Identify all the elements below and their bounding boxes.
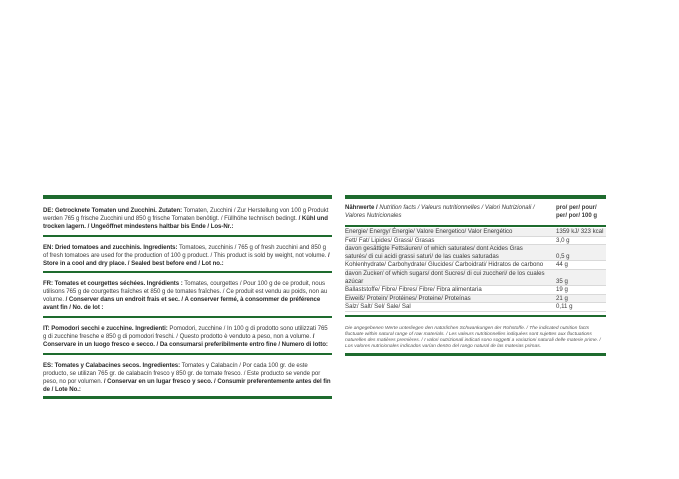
nutrient-name: davon Zucker/ of which sugars/ dont Sucres/ di cui zuccheri/ de los cuales azúcar	[345, 269, 545, 285]
nutrition-header-bold: Nährwerte /	[345, 205, 378, 211]
nutrient-value: 21 g	[556, 294, 568, 302]
de-text: Tomaten, Zucchini / Zur Herstellung von 100 g Produkt werden 765 g frische Zucchini und 850 g frische Tomaten benötigt. / Füllhöhe technisch bedingt.	[43, 207, 329, 222]
nutrient-name: Fett/ Fat/ Lipides/ Grassi/ Grasas	[345, 236, 435, 244]
nutrition-header-italic: Nutrition facts / Valeurs nutritionnelles / Valori Nutrizionali / Valores Nutricionales	[345, 205, 535, 219]
nutrition-row	[345, 237, 606, 246]
nutrition-header	[345, 199, 606, 224]
nutrient-value: 3,0 g	[556, 236, 570, 244]
ingredients-it	[43, 319, 332, 352]
nutrition-row	[345, 286, 606, 295]
bottom-green-bar	[43, 396, 332, 399]
nutrition-panel	[345, 195, 606, 356]
ingredients-panel	[43, 195, 332, 399]
es-title: ES: Tomates y Calabacines secos. Ingredientes:	[43, 361, 181, 369]
ingredients-de	[43, 199, 332, 234]
nutrient-value: 0,5 g	[556, 252, 570, 260]
en-storage: / Store in a cool and dry place. / Sealed best before end / Lot no.:	[43, 251, 330, 267]
nutrient-name: Ballaststoffe/ Fibre/ Fibres/ Fibre/ Fibra alimentaria	[345, 286, 482, 294]
nutrition-row	[345, 261, 606, 270]
ingredients-fr	[43, 274, 332, 315]
divider	[345, 315, 606, 317]
nutrition-header-unit: pro/ per/ pour/ per/ por/ 100 g	[556, 205, 598, 219]
nutrition-header-title	[345, 205, 545, 220]
ingredients-en	[43, 238, 332, 271]
divider	[43, 235, 332, 237]
nutrition-row	[345, 270, 606, 286]
it-title: IT: Pomodori secchi e zucchine. Ingredienti:	[43, 325, 168, 333]
fr-text: Tomates, courgettes / Pour 100 g de ce produit, nous utilisons 765 g de courgettes fraîches et 850 g de tomates fraîches. / Ce produit est vendu au poids, non au volume.	[43, 280, 328, 304]
nutrient-value: 19 g	[556, 286, 568, 294]
de-title: DE: Getrocknete Tomaten und Zucchini. Zutaten:	[43, 207, 183, 214]
nutrient-name: Salz/ Salt/ Sel/ Sale/ Sal	[345, 303, 411, 311]
es-text: Tomates y Calabacín / Por cada 100 gr. de este producto, se utilizan 765 gr. de calabacín fresco y 850 gr. de tomate fresco. / Este producto se vende por peso, no por volumen.	[43, 361, 321, 385]
nutrient-value: 0,11 g	[556, 303, 573, 311]
nutrition-row	[345, 295, 606, 304]
nutrient-value: 44 g	[556, 261, 568, 269]
nutrient-value: 1359 kJ/ 323 kcal	[556, 228, 604, 235]
nutrition-row	[345, 228, 606, 237]
de-storage: / Kühl und trocken lagern. / Ungeöffnet mindestens haltbar bis Ende / Los-Nr.:	[43, 214, 328, 230]
divider	[43, 316, 332, 318]
nutrition-row	[345, 245, 606, 261]
es-storage: / Conservar en un lugar fresco y seco. / Consumir preferentemente antes del fin de / Lote No.:	[43, 377, 331, 393]
nutrition-row	[345, 303, 606, 312]
nutrition-rows	[345, 228, 606, 312]
ingredients-es	[43, 356, 332, 397]
divider	[43, 353, 332, 355]
nutrient-name: Energie/ Energy/ Énergie/ Valore Energetico/ Valor Energético	[345, 228, 513, 235]
divider	[345, 225, 606, 227]
nutrient-name: Kohlenhydrate/ Carbohydrate/ Glucides/ Carboidrati/ Hidratos de carbono	[345, 261, 544, 269]
nutrient-name: davon gesättigte Fettsäuren/ of which saturates/ dont Acides Gras saturés/ di cui acidi grassi saturi/ de las cuales saturadas	[345, 245, 523, 260]
nutrient-value: 35 g	[556, 277, 568, 285]
fr-title: FR: Tomates et courgettes séchées. Ingrédients :	[43, 280, 183, 288]
nutrition-footnote: Die angegebenen Werte unterliegen den natürlichen Schwankungen der Rohstoffe. / The indicated nutrition facts fluctuate within natural range of raw materials. / Les valeurs nutritionnelles indiquées sont sujettes aux fluctuations naturelles des matières premières. / I valori nutrizionali indicati sono soggetti a variazioni naturali delle materie prime. / Los valores nutricionales indicados varían dentro del rango natural de las materias primas.	[345, 325, 601, 349]
it-storage: / Conservare in un luogo fresco e secco. / Da consumarsi preferibilmente entro fine / Numero di lotto:	[43, 332, 328, 348]
fr-storage: / Conserver dans un endroit frais et sec. / A conserver fermé, à consommer de préférence avant fin / No. de lot :	[43, 296, 321, 312]
it-text: Pomodori, zucchine / In 100 g di prodotto sono utilizzati 765 g di zucchine fresche e 850 g di pomodori freschi. / Questo prodotto è venduto a peso, non a volume.	[43, 325, 328, 340]
divider	[43, 271, 332, 273]
en-text: Tomatoes, zucchinis / 765 g of fresh zucchini and 850 g of fresh tomatoes are used for the production of 100 g product. / This product is sold by weight, not volume.	[43, 243, 327, 259]
bottom-green-bar	[345, 353, 606, 356]
nutrient-name: Eiweiß/ Protein/ Protéines/ Proteine/ Proteínas	[345, 294, 471, 302]
en-title: EN: Dried tomatoes and zucchinis. Ingredients:	[43, 243, 178, 251]
